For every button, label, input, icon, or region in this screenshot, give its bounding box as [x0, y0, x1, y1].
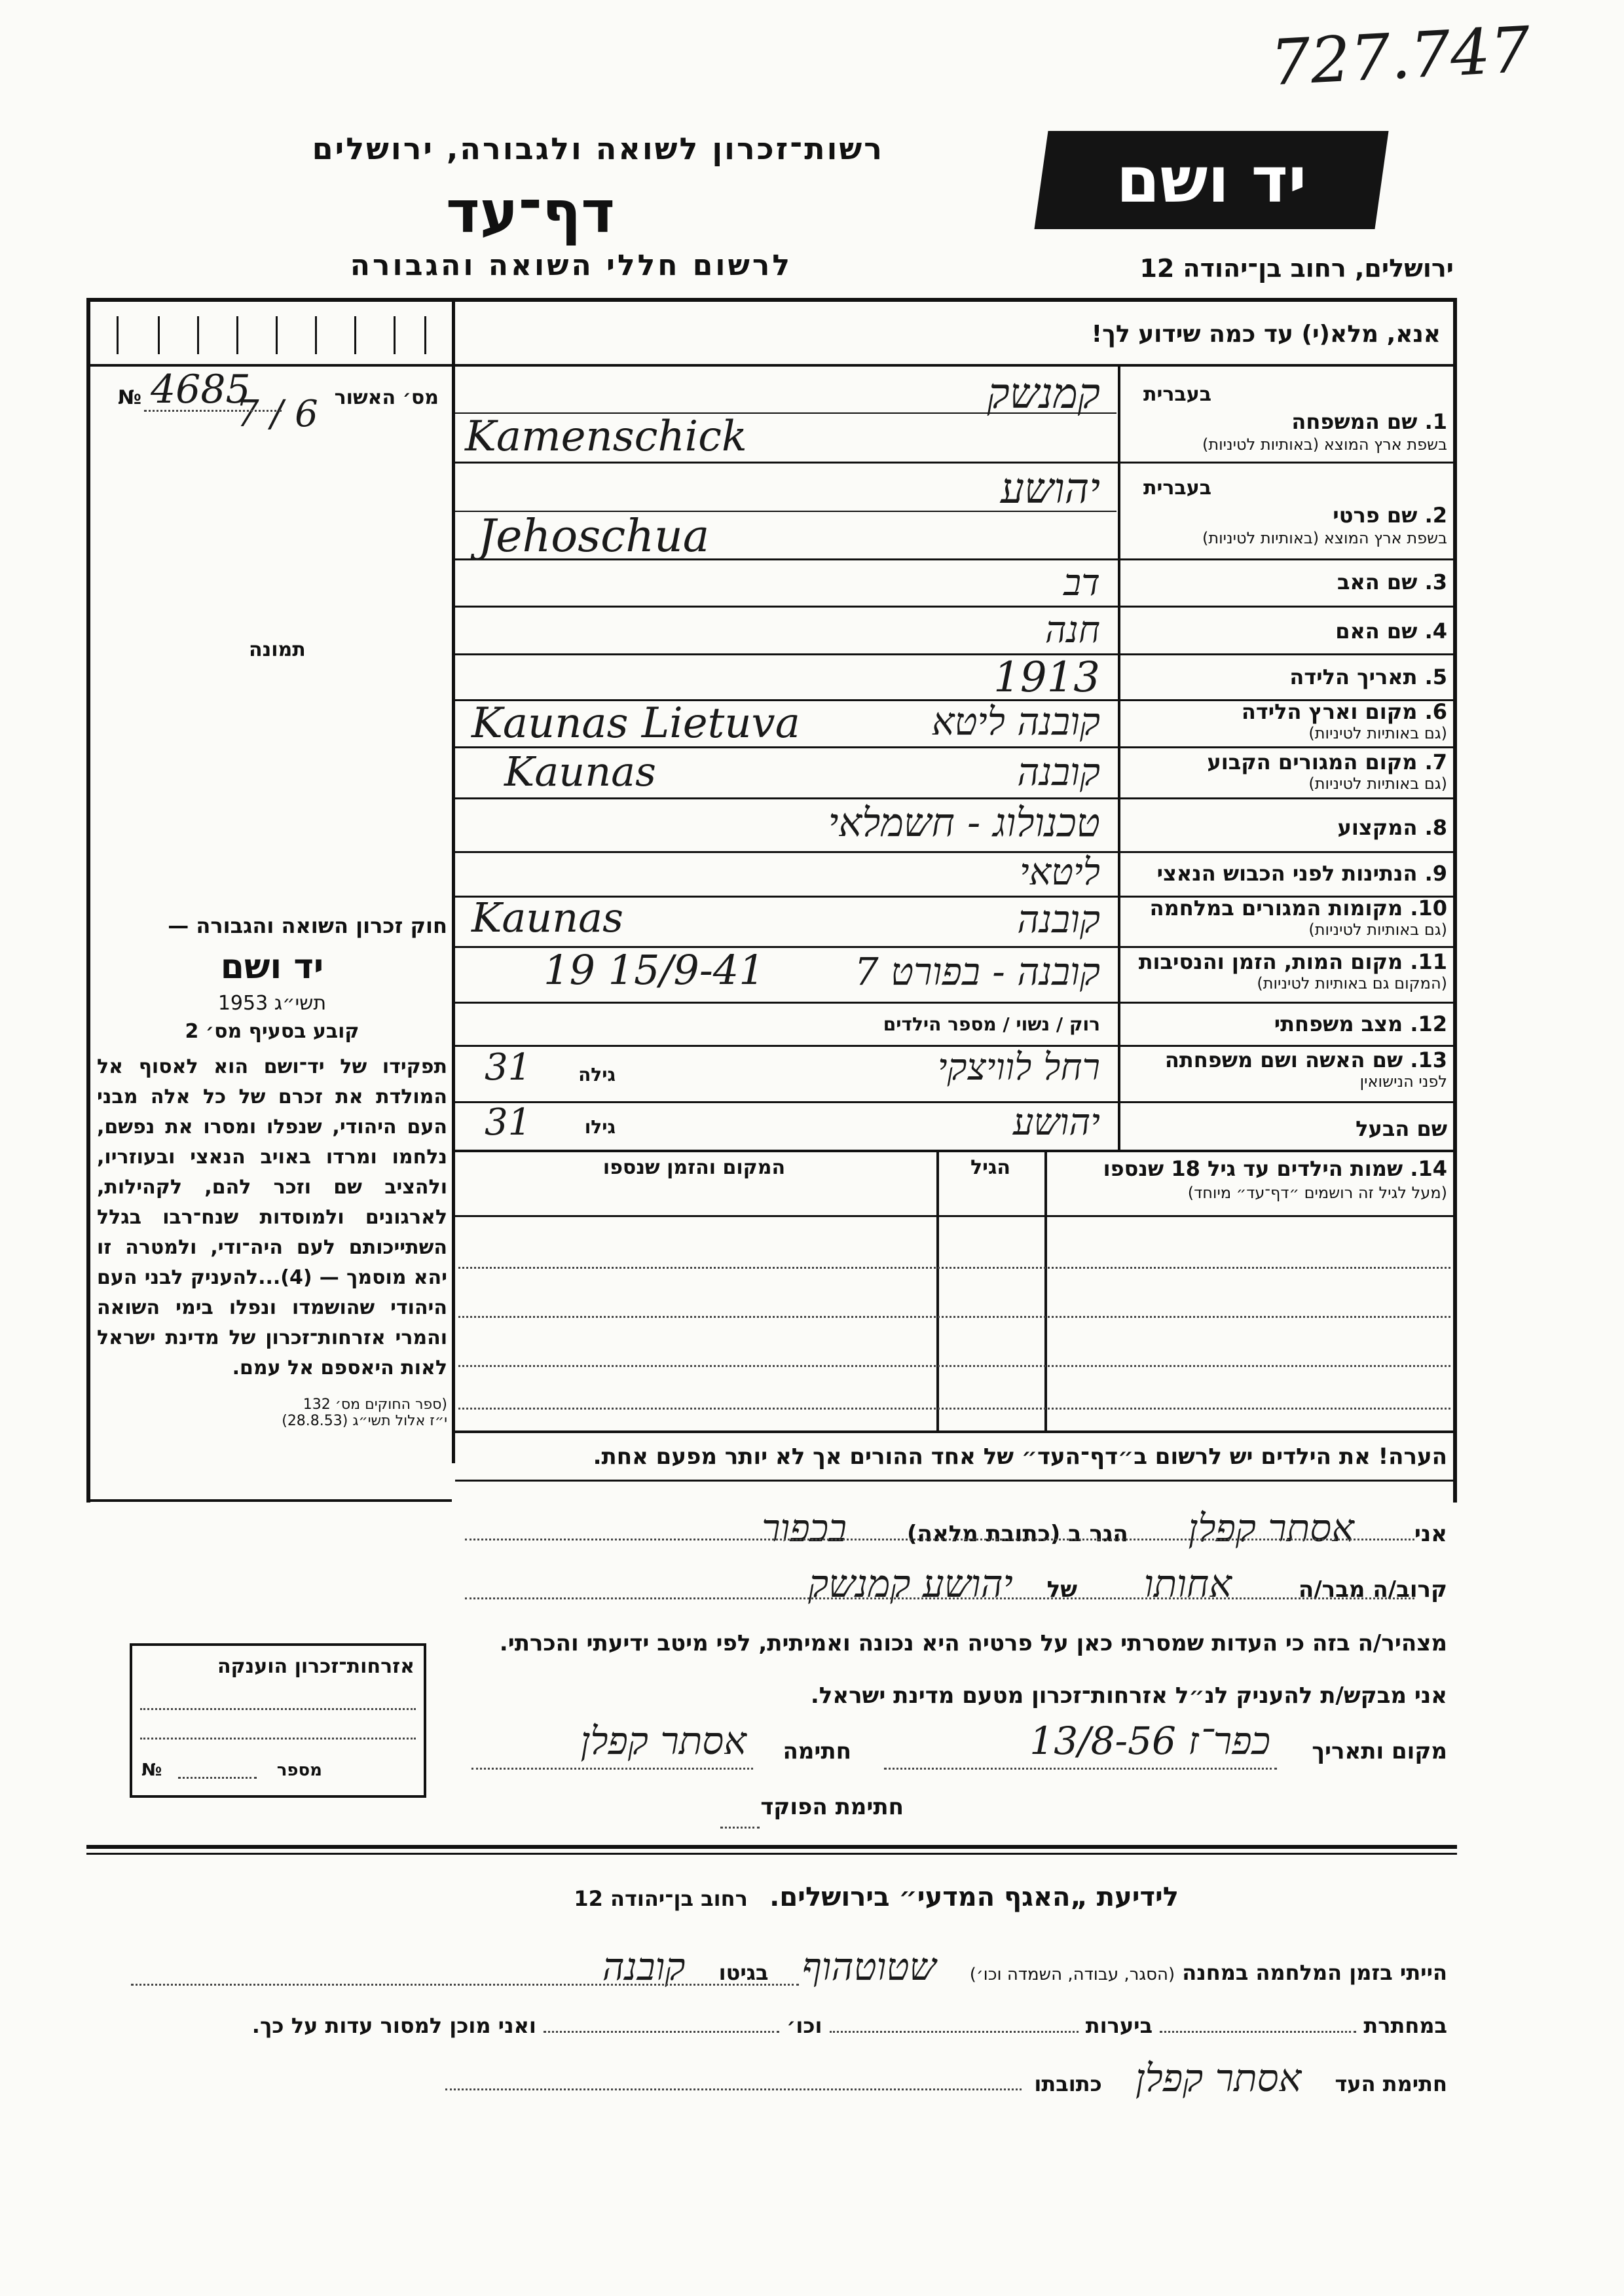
field-7-label [1126, 750, 1447, 774]
citizenship-box [130, 1643, 426, 1798]
field-11-text: מקום המות, הזמן והנסיבות [1138, 949, 1403, 974]
field-8-num: 8. [1424, 815, 1447, 840]
archive-line-1 [393, 1944, 1447, 1989]
declarant-relation: אחותו [1143, 1561, 1232, 1606]
field-2-note: בשפת ארץ המוצא (באותיות לטיניות) [1202, 529, 1447, 547]
children-label: 14. שמות הילדים עד גיל 18 שנספו [1103, 1156, 1447, 1181]
field-1-note: בשפת ארץ המוצא (באותיות לטיניות) [1202, 435, 1447, 454]
camp-value: שטוטהוף [802, 1944, 936, 1989]
etc-label: וכו׳ [786, 2013, 822, 2038]
archive-title: לידיעת „האגף המדעי״ בירושלים. [769, 1882, 1179, 1912]
field-7-value-he: קובנה [1017, 750, 1100, 794]
field-3-value: דב [1063, 562, 1100, 604]
field-10-value-latin: Kaunas [471, 894, 623, 941]
sign-label: חתימה [783, 1738, 851, 1764]
org-line: רשות־זכרון לשואה ולגבורה, ירושלים [312, 131, 884, 166]
instruction: אנא, מלא(י) עד כמה שידוע לך! [1091, 321, 1441, 348]
field-13-label [1126, 1048, 1447, 1072]
children-note: (מעל לגיל זה רושמים ״דף־עד״ מיוחד) [1187, 1184, 1447, 1202]
declarant-name: אסתר קפלן [1188, 1506, 1354, 1550]
law-body: תפקידו של יד־ושם הוא לאסוף אל המולדת את זכרם של כל אלה מבני העם היהודי, שנפלו ומסרו את נפשם, נלחמו ומרדו באויב הנאצי ובעוזריו, ולהציב שם וזכר להם, לקהילות, לארגונים ולמוסדות שנח־רבו בגלל השתייכותם לעם היה־ודי, ולמטרה זו יהא מוסמך — (4)...להעניק לבני העם היהודי שהושמדו ונפלו בימי השואה והמרי אזרחות־זכרון של מדינת ישראל לאות היאספם אל עמם. [97, 1055, 447, 1379]
archive-title-line [393, 1882, 1179, 1912]
declarant-prefix: אני [1414, 1521, 1447, 1547]
citizenship-number-prefix: № [141, 1760, 162, 1780]
field-9-text: הנתינות לפני הכבוש הנאצי [1156, 861, 1418, 886]
declarant-of-name: יהושע קמנשק [808, 1561, 1013, 1606]
field-11-num: 11. [1410, 949, 1447, 974]
field-9-num: 9. [1424, 861, 1447, 886]
declarant-of-label: של [1046, 1576, 1078, 1603]
ghetto-value: קובנה [602, 1944, 686, 1989]
law-ref-date: י״ז אלול תשי״ג (28.8.53) [282, 1413, 447, 1429]
field-11-note: (המקום גם באותיות לטיניות) [1257, 974, 1447, 993]
field-1-label [1126, 409, 1447, 434]
field-2-value-he: יהושע [1000, 465, 1100, 513]
logo-text: יד ושם [1116, 143, 1307, 217]
declarant-statement: מצהיר/ה בזה כי העדות שמסרתי כאן על פרטיה היא נכונה ואמיתית, לפי מיטב ידיעתי והכרתי. [499, 1630, 1447, 1656]
address: ירושלים, רחוב בן־יהודה 12 [1139, 254, 1454, 283]
declarant-relation-label: קרוב/ה מבר/ה [1298, 1576, 1447, 1603]
camp-note: (הסגר, עבודה, השמדה וכו׳) [969, 1965, 1175, 1984]
ready-label: ואני מוכן למסור עדות על כך. [251, 2013, 536, 2038]
field-2-hebrew-tag: בעברית [1143, 477, 1211, 500]
field-6-value-latin: Kaunas Lietuva [471, 699, 800, 748]
children-col-place: המקום והזמן שנספו [602, 1156, 786, 1179]
remark: הערה! את הילדים יש לרשום ב״דף־העד״ של אחד ההורים אך לא יותר מפעם אחת. [593, 1444, 1447, 1470]
field-8-label [1126, 815, 1447, 840]
citizenship-number-label: מספר [276, 1760, 322, 1780]
field-7-num: 7. [1424, 750, 1447, 774]
field-11-label [1126, 949, 1447, 974]
field-13-text: שם האשה ושם משפחתה [1164, 1048, 1403, 1072]
field-2-num: 2. [1424, 503, 1447, 528]
field-4-text: שם האם [1335, 619, 1418, 644]
field-13-value: רחל לוויצקי [937, 1046, 1100, 1089]
law-year: 1953 [217, 992, 268, 1015]
approval-no-prefix: № [118, 386, 142, 409]
signature: אסתר קפלן [580, 1719, 747, 1763]
field-5-num: 5. [1424, 665, 1447, 689]
photo-label: תמונה [249, 638, 306, 661]
field-9-value: ליטאי [1020, 851, 1100, 894]
field-12-label [1126, 1011, 1447, 1036]
ghetto-label: בגיטו [718, 1960, 769, 1985]
underground-label: במחתרת [1363, 2013, 1447, 2038]
forests-label: ביערות [1085, 2013, 1153, 2038]
declarant-resides-label: הגר ב (כתובת מלאה) [906, 1521, 1128, 1547]
field-2-label [1126, 503, 1447, 528]
field-2-text: שם פרטי [1333, 503, 1418, 528]
field-6-num: 6. [1424, 699, 1447, 724]
approval-label: מס׳ האשור [334, 386, 439, 409]
field-4-num: 4. [1424, 619, 1447, 644]
field-13-age: 31 [485, 1046, 532, 1089]
field-7-text: מקום המגורים הקבוע [1207, 750, 1418, 774]
field-husband-age-label: גילו [584, 1116, 616, 1138]
field-husband-label: שם הבעל [1356, 1116, 1447, 1141]
field-5-value: 1913 [993, 653, 1100, 702]
field-4-value: חנה [1044, 609, 1100, 651]
witness-value: אסתר קפלן [1135, 2056, 1302, 2100]
field-13-age-label: גילה [578, 1064, 616, 1085]
field-husband-value: יהושע [1012, 1101, 1100, 1144]
field-5-label [1126, 665, 1447, 689]
archive-line-2 [92, 2013, 1447, 2038]
field-6-note: (גם באותיות לטיניות) [1308, 724, 1447, 742]
approval-suffix: 7 / 6 [236, 393, 318, 435]
form-title: דף־עד [446, 178, 615, 246]
form-subtitle: לרשום חללי השואה והגבורה [350, 249, 792, 282]
field-10-label [1126, 896, 1447, 920]
field-7-note: (גם באותיות לטיניות) [1308, 774, 1447, 793]
field-1-text: שם המשפחה [1291, 409, 1418, 434]
field-6-text: מקום וארץ הלידה [1241, 699, 1418, 724]
field-9-label [1126, 861, 1447, 886]
field-12-num: 12. [1410, 1011, 1447, 1036]
field-3-text: שם האב [1337, 570, 1418, 594]
logo [1034, 131, 1388, 229]
witness-address-label: כתובתו [1034, 2071, 1102, 2096]
law-title: חוק זכרון השואה והגבורה — [168, 913, 447, 938]
field-4-label [1126, 619, 1447, 644]
law-logo: יד ושם [220, 947, 324, 987]
archive-line-3 [589, 2056, 1447, 2100]
field-10-num: 10. [1410, 896, 1447, 920]
officer-label: חתימת הפוקד [760, 1794, 904, 1820]
field-12-text: מצב משפחתי [1274, 1011, 1403, 1036]
citizenship-title: אזרחות־זכרון הוענקה [217, 1655, 415, 1678]
field-8-value: טכנולוג - חשמלאי [828, 800, 1100, 846]
witness-label: חתימת העד [1335, 2071, 1447, 2096]
archive-number: 727.747 [1268, 12, 1532, 100]
declarant-address: בכפור [762, 1506, 847, 1550]
law-section: קובע בסעיף מס׳ 2 [185, 1020, 360, 1043]
field-1-value-latin: Kamenschick [465, 412, 747, 461]
field-6-value-he: קובנה ליטא [931, 699, 1100, 744]
archive-address: רחוב בן־יהודה 12 [574, 1886, 748, 1911]
law-year-he: תשי״ג [274, 992, 327, 1015]
children-col-age: הגיל [970, 1156, 1010, 1179]
field-13-num: 13. [1410, 1048, 1447, 1072]
field-1-hebrew-tag: בעברית [1143, 383, 1211, 406]
law-box [97, 913, 447, 1429]
tick-boxes [90, 302, 452, 367]
field-3-label [1126, 570, 1447, 594]
field-5-text: תאריך הלידה [1289, 665, 1418, 689]
field-10-text: מקומות המגורים במלחמה [1149, 896, 1403, 920]
camp-label: הייתי בזמן המלחמה במחנה [1182, 1960, 1447, 1985]
field-8-text: המקצוע [1337, 815, 1418, 840]
field-husband-age: 31 [485, 1101, 532, 1144]
place-date: כפר־ז 13/8-56 [1029, 1719, 1270, 1763]
field-11-value-latin: 19 15/9-41 [544, 946, 765, 994]
field-1-num: 1. [1424, 409, 1447, 434]
field-7-value-latin: Kaunas [504, 748, 656, 795]
place-date-label: מקום ותאריך [1312, 1738, 1447, 1764]
field-11-value-he: קובנה - בפורט 7 [854, 949, 1100, 994]
declarant-request: אני מבקש/ת להעניק לנ״ל אזרחות־זכרון מטעם מדינת ישראל. [810, 1683, 1447, 1709]
field-6-label [1126, 699, 1447, 724]
field-10-value-he: קובנה [1017, 897, 1100, 941]
approval-no: 4685 [151, 367, 251, 412]
law-ref: (ספר החוקים מס׳ 132 [303, 1396, 447, 1413]
field-12-value: רוק / נשוי / מספר הילדים [883, 1013, 1100, 1035]
field-10-note: (גם באותיות לטיניות) [1308, 920, 1447, 939]
field-13-note: לפני הנישואין [1359, 1072, 1447, 1091]
declarant-line-1 [458, 1506, 1447, 1550]
field-1-value-he: קמנשק [987, 370, 1100, 418]
field-3-num: 3. [1424, 570, 1447, 594]
field-2-value-latin: Jehoschua [478, 511, 710, 562]
